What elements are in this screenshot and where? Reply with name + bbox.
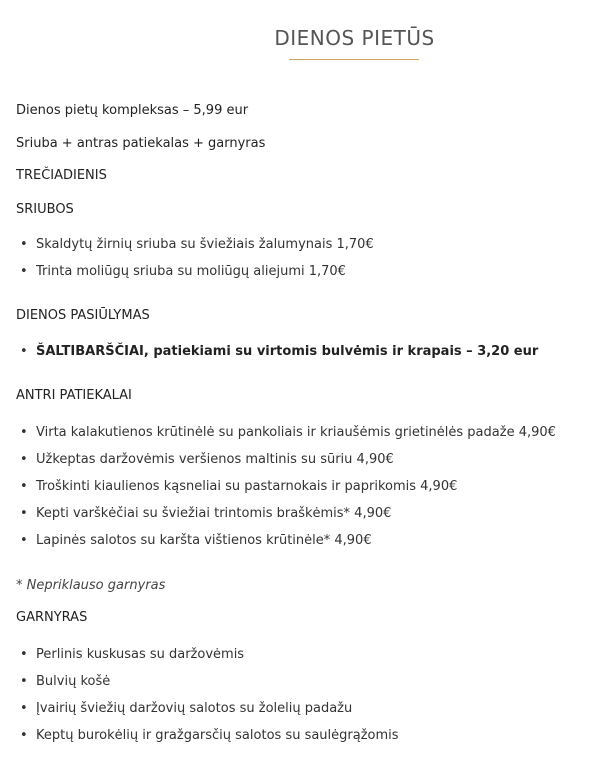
list-item: • Lapinės salotos su karšta vištienos krūtinėle* 4,90€ [20,533,372,548]
list-item: • Įvairių šviežių daržovių salotos su žolelių padažu [20,701,353,716]
soups-list [0,237,374,291]
bullet-icon: • [20,479,28,494]
list-item: • Trinta moliūgų sriuba su moliūgų aliejumi 1,70€ [20,264,346,279]
soups-heading: SRIUBOS [16,202,74,217]
bullet-icon: • [20,701,28,716]
combo-description: Sriuba + antras patiekalas + garnyras [16,136,266,151]
garnish-note: * Nepriklauso garnyras [16,578,166,593]
bullet-icon: • [20,728,28,743]
special-list [0,344,538,371]
bullet-icon: • [20,264,28,279]
special-heading: DIENOS PASIŪLYMAS [16,308,150,323]
bullet-icon: • [20,425,28,440]
day-heading: TREČIADIENIS [16,168,107,183]
complex-price: Dienos pietų kompleksas – 5,99 eur [16,103,249,118]
bullet-icon: • [20,237,28,252]
bullet-icon: • [20,452,28,467]
list-item: • ŠALTIBARŠČIAI, patiekiami su virtomis bulvėmis ir krapais – 3,20 eur [20,344,539,359]
bullet-icon: • [20,533,28,548]
list-item: • Troškinti kiaulienos kąsneliai su pastarnokais ir paprikomis 4,90€ [20,479,458,494]
title-underline [289,59,419,60]
sides-heading: GARNYRAS [16,610,88,625]
page-title: DIENOS PIETŪS [274,26,435,50]
bullet-icon: • [20,344,28,359]
list-item: • Kepti varškėčiai su šviežiai trintomis braškėmis* 4,90€ [20,506,392,521]
list-item: • Keptų burokėlių ir gražgarsčių salotos su saulėgrąžomis [20,728,399,743]
bullet-icon: • [20,647,28,662]
list-item: • Užkeptas daržovėmis veršienos maltinis su sūriu 4,90€ [20,452,394,467]
list-item: • Bulvių košė [20,674,111,689]
list-item: • Virta kalakutienos krūtinėlė su pankoliais ir kriaušėmis grietinėlės padaže 4,90€ [20,425,556,440]
mains-list [0,425,556,560]
list-item: • Perlinis kuskusas su daržovėmis [20,647,245,662]
bullet-icon: • [20,506,28,521]
sides-list [0,647,399,755]
bullet-icon: • [20,674,28,689]
mains-heading: ANTRI PATIEKALAI [16,388,132,403]
list-item: • Skaldytų žirnių sriuba su šviežiais žalumynais 1,70€ [20,237,374,252]
